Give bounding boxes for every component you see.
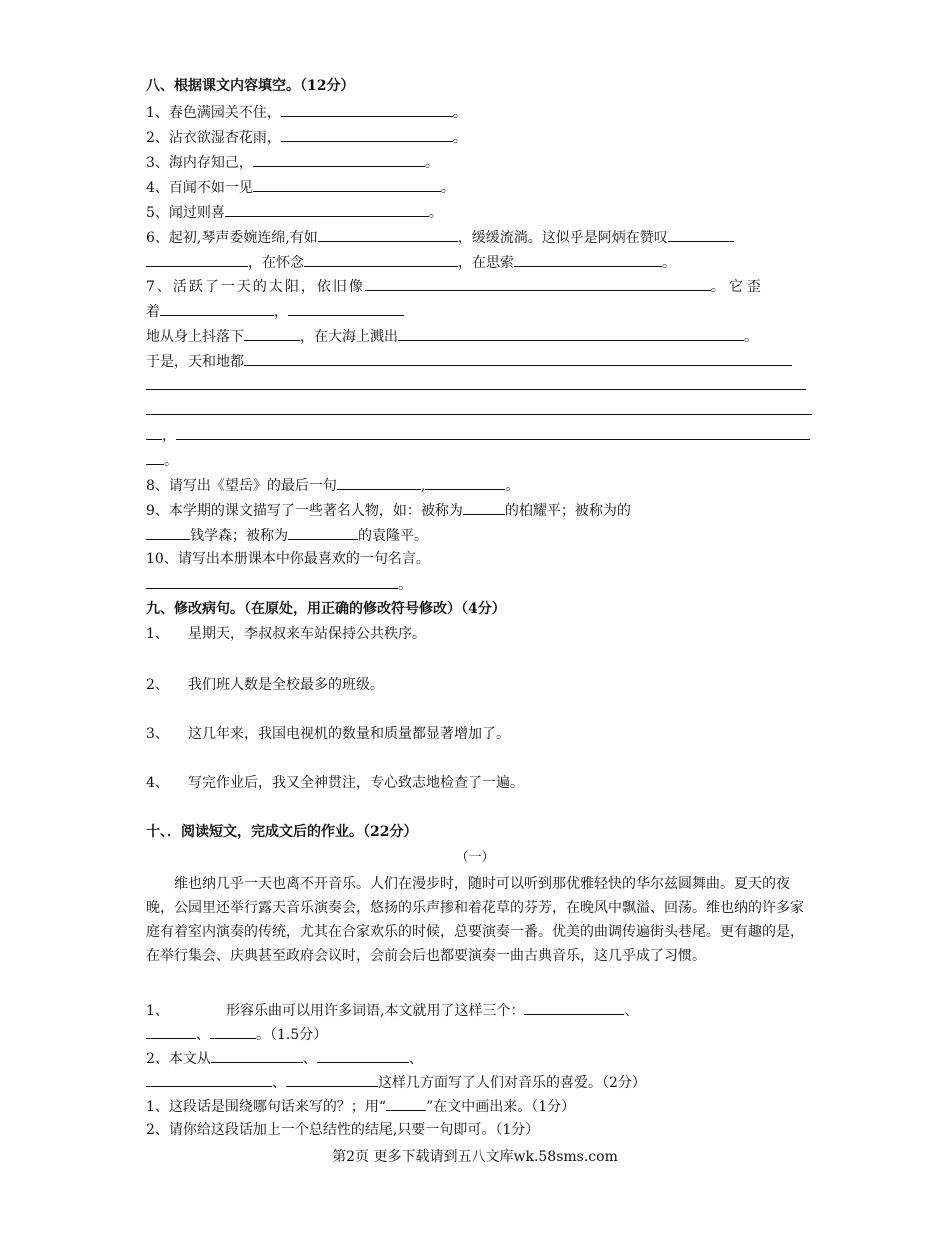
blank[interactable]	[318, 227, 458, 242]
q8-4: 4、百闻不如一见 。	[146, 177, 455, 198]
blank[interactable]	[514, 252, 662, 267]
q8-7f: 。	[146, 450, 178, 471]
q8-10-answer: 。	[146, 574, 412, 595]
blank[interactable]	[463, 500, 505, 515]
q10-2b: 、 这样几方面写了人们对音乐的喜爱。（2分）	[146, 1072, 646, 1093]
blank[interactable]	[386, 1096, 426, 1111]
blank[interactable]	[425, 475, 505, 490]
q8-6b: ，在怀念 ，在思索 。	[146, 252, 676, 273]
section8-title: 八、根据课文内容填空。（12分）	[146, 78, 355, 94]
blank[interactable]	[146, 252, 248, 267]
blank[interactable]	[146, 1024, 196, 1039]
blank[interactable]	[398, 326, 744, 341]
q10-1b: 、 。（1.5分）	[146, 1024, 327, 1045]
blank[interactable]	[176, 425, 810, 440]
blank[interactable]	[160, 301, 274, 316]
q8-5: 5、闻过则喜 。	[146, 202, 443, 223]
q10-4: 2、请你给这段话加上一个总结性的结尾,只要一句即可。（1分）	[146, 1122, 540, 1138]
blank[interactable]	[281, 102, 453, 117]
blank[interactable]	[225, 202, 429, 217]
q8-7e: ，	[146, 425, 810, 446]
section10-title: 十、．阅读短文，完成文后的作业。（22分）	[146, 824, 418, 840]
answer-line[interactable]	[146, 414, 812, 415]
q8-2: 2、沾衣欲湿杏花雨， 。	[146, 127, 467, 148]
blank[interactable]	[668, 227, 734, 242]
blank[interactable]	[304, 252, 458, 267]
q10-3: 1、这段话是围绕哪句话来写的？；用“ ”在文中画出来。（1分）	[146, 1096, 575, 1117]
q8-10: 10、请写出本册课本中你最喜欢的一句名言。	[146, 551, 430, 567]
q8-1: 1、春色满园关不住， 。	[146, 102, 467, 123]
q10-2a: 2、本文从 、 、	[146, 1048, 423, 1069]
blank[interactable]	[337, 475, 421, 490]
q9-4: 4、 写完作业后，我又全神贯注，专心致志地检查了一遍。	[146, 775, 524, 791]
q8-3: 3、海内存知己， 。	[146, 152, 439, 173]
blank[interactable]	[244, 326, 300, 341]
q8-7a: 7、活跃了一天的太阳，依旧像 。它歪	[146, 276, 765, 297]
q8-6a: 6、起初,琴声委婉连绵,有如 ，缓缓流淌。这似乎是阿炳在赞叹	[146, 227, 734, 248]
passage: 维也纳几乎一天也离不开音乐。人们在漫步时，随时可以听到那优雅轻快的华尔兹圆舞曲。夏天的夜晚，公园里还举行露天音乐演奏会，悠扬的乐声掺和着花草的芬芳，在晚风中飘溢、回荡。维也纳的许多家庭有着室内演奏的传统，尤其在合家欢乐的时候，总要演奏一番。优美的曲调传遍街头巷尾。更有趣的是，在举行集会、庆典甚至政府会议时，会前会后也都要演奏一曲古典音乐，这几乎成了习惯。	[146, 876, 804, 964]
q8-8: 8、请写出《望岳》的最后一句 , 。	[146, 475, 519, 496]
blank[interactable]	[524, 1000, 624, 1015]
q9-1: 1、 星期天，李叔叔来车站保持公共秩序。	[146, 626, 426, 642]
blank[interactable]	[281, 127, 453, 142]
blank[interactable]	[253, 152, 425, 167]
blank[interactable]	[146, 450, 164, 465]
q8-7b: 着 ，	[146, 301, 404, 322]
passage-subtitle: （一）	[455, 850, 495, 865]
section9-title: 九、修改病句。（在原处，用正确的修改符号修改）（4分）	[146, 601, 506, 617]
q8-9b: 钱学森；被称为 的袁隆平。	[146, 525, 428, 546]
page-footer: 第2页 更多下载请到五八文库wk.58sms.com	[332, 1149, 618, 1165]
blank[interactable]	[146, 525, 190, 540]
q9-2: 2、 我们班人数是全校最多的班级。	[146, 677, 384, 693]
blank[interactable]	[288, 301, 404, 316]
blank[interactable]	[317, 1048, 409, 1063]
q8-7c: 地从身上抖落下 ，在大海上溅出 。	[146, 326, 758, 347]
answer-line[interactable]	[146, 389, 806, 390]
q8-9a: 9、本学期的课文描写了一些著名人物，如：被称为 的柏耀平；被称为的	[146, 500, 631, 521]
blank[interactable]	[146, 1072, 272, 1087]
blank[interactable]	[286, 1072, 378, 1087]
blank[interactable]	[210, 1024, 256, 1039]
q10-1a: 1、 形容乐曲可以用许多词语,本文就用了这样三个： 、	[146, 1000, 638, 1021]
blank[interactable]	[146, 425, 162, 440]
blank[interactable]	[211, 1048, 303, 1063]
blank[interactable]	[288, 525, 358, 540]
blank[interactable]	[146, 574, 398, 589]
blank[interactable]	[365, 276, 711, 291]
blank[interactable]	[253, 177, 441, 192]
blank[interactable]	[244, 351, 792, 366]
q8-7d: 于是，天和地都	[146, 351, 792, 372]
q9-3: 3、 这几年来，我国电视机的数量和质量都显著增加了。	[146, 726, 510, 742]
